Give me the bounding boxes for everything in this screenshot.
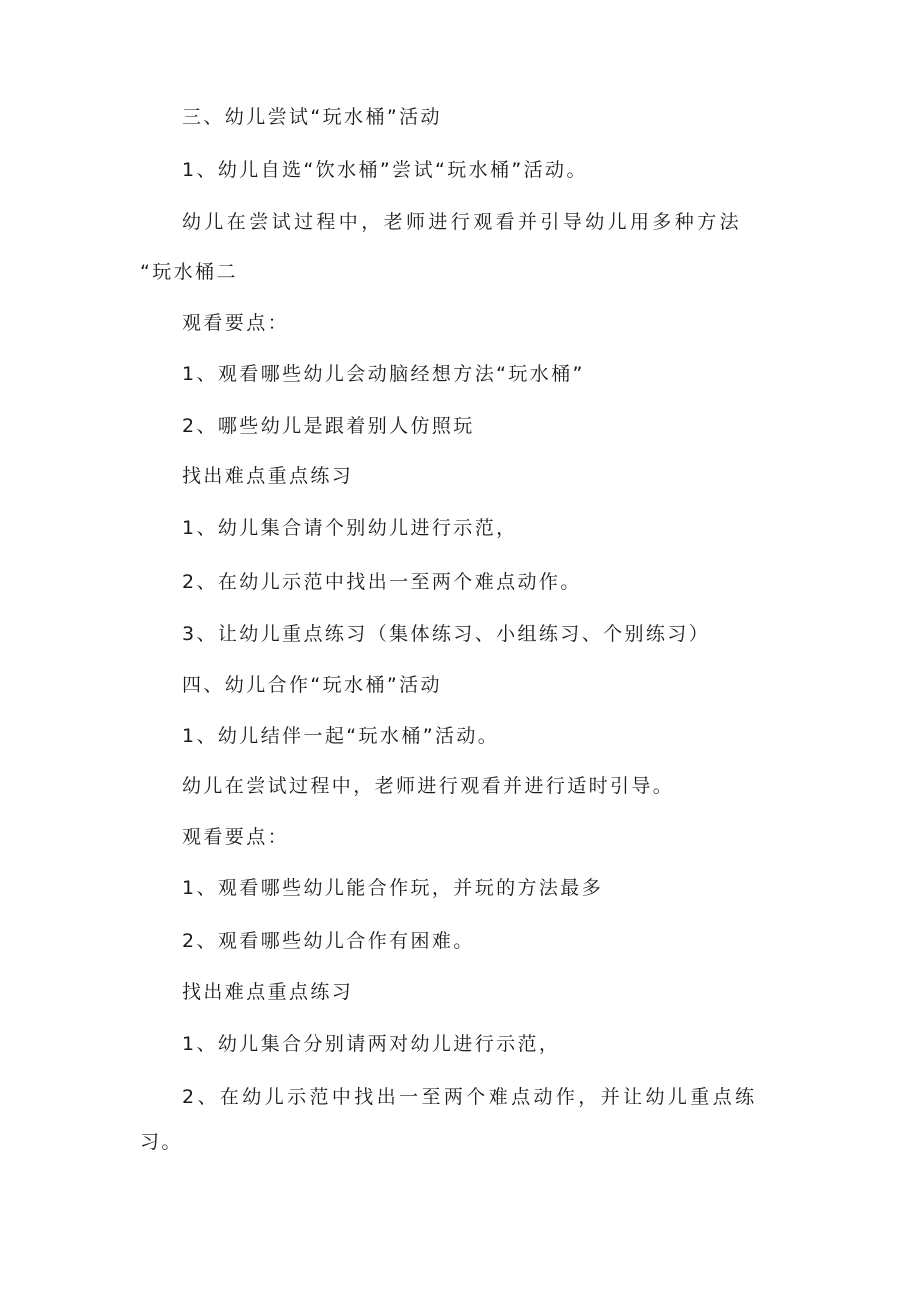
subheading-practice: 找出难点重点练习 [182, 981, 354, 1003]
subheading-practice: 找出难点重点练习 [182, 465, 354, 487]
list-item: 1、观看哪些幼儿能合作玩，并玩的方法最多 [182, 877, 604, 899]
paragraph-line: 幼儿在尝试过程中，老师进行观看并进行适时引导。 [182, 775, 675, 797]
paragraph-line: 幼儿在尝试过程中，老师进行观看并引导幼儿用多种方法 [182, 211, 743, 233]
section-heading-4: 四、幼儿合作“玩水桶”活动 [182, 674, 442, 696]
paragraph-line-continued: 习。 [140, 1131, 183, 1153]
subheading-observation-points: 观看要点： [182, 312, 290, 334]
paragraph-line: 1、幼儿结伴一起“玩水桶”活动。 [182, 725, 500, 747]
list-item: 1、幼儿集合请个别幼儿进行示范， [182, 517, 518, 539]
list-item: 2、哪些幼儿是跟着别人仿照玩 [182, 415, 475, 437]
list-item: 2、在幼儿示范中找出一至两个难点动作。 [182, 571, 582, 593]
list-item: 1、观看哪些幼儿会动脑经想方法“玩水桶” [182, 363, 585, 385]
list-item: 2、在幼儿示范中找出一至两个难点动作，并让幼儿重点练 [182, 1086, 758, 1108]
paragraph-line-continued: “玩水桶二 [140, 261, 238, 283]
subheading-observation-points: 观看要点： [182, 826, 290, 848]
list-item: 2、观看哪些幼儿合作有困难。 [182, 930, 475, 952]
section-heading-3: 三、幼儿尝试“玩水桶”活动 [182, 106, 442, 128]
paragraph-line: 1、幼儿自选“饮水桶”尝试“玩水桶”活动。 [182, 159, 588, 181]
list-item: 3、让幼儿重点练习（集体练习、小组练习、个别练习） [182, 623, 711, 645]
list-item: 1、幼儿集合分别请两对幼儿进行示范， [182, 1033, 561, 1055]
